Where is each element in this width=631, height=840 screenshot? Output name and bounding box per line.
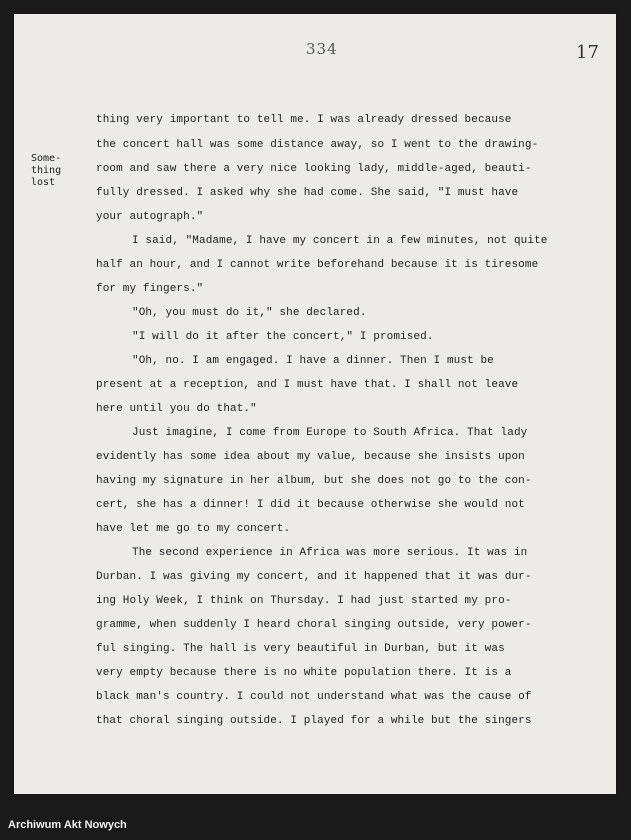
text-line: "I will do it after the concert," I promised. xyxy=(132,331,434,343)
text-line: that choral singing outside. I played for a while but the singers xyxy=(96,715,532,727)
document-page xyxy=(14,14,616,794)
text-line: "Oh, no. I am engaged. I have a dinner. Then I must be xyxy=(132,355,494,367)
text-line: "Oh, you must do it," she declared. xyxy=(132,307,367,319)
text-line: the concert hall was some distance away, so I went to the drawing- xyxy=(96,139,539,151)
text-line: present at a reception, and I must have that. I shall not leave xyxy=(96,379,519,391)
text-line: room and saw there a very nice looking lady, middle-aged, beauti- xyxy=(96,163,532,175)
text-line: here until you do that." xyxy=(96,403,257,415)
margin-note-line: thing xyxy=(31,165,62,176)
text-line: gramme, when suddenly I heard choral singing outside, very power- xyxy=(96,619,532,631)
text-line: evidently has some idea about my value, because she insists upon xyxy=(96,451,525,463)
text-line: The second experience in Africa was more serious. It was in xyxy=(132,547,528,559)
folio-number: 17 xyxy=(576,42,599,63)
text-line: have let me go to my concert. xyxy=(96,523,291,535)
text-line: having my signature in her album, but she does not go to the con- xyxy=(96,475,532,487)
text-line: cert, she has a dinner! I did it because otherwise she would not xyxy=(96,499,525,511)
text-line: I said, "Madame, I have my concert in a few minutes, not quite xyxy=(132,235,548,247)
margin-note-line: lost xyxy=(31,177,56,188)
handwritten-page-number: 334 xyxy=(306,40,338,58)
margin-note xyxy=(31,153,79,189)
text-line: half an hour, and I cannot write beforehand because it is tiresome xyxy=(96,259,539,271)
text-line: Just imagine, I come from Europe to South Africa. That lady xyxy=(132,427,528,439)
text-line: ing Holy Week, I think on Thursday. I had just started my pro- xyxy=(96,595,512,607)
text-line: fully dressed. I asked why she had come. She said, "I must have xyxy=(96,187,519,199)
text-line: black man's country. I could not understand what was the cause of xyxy=(96,691,532,703)
text-line: ful singing. The hall is very beautiful in Durban, but it was xyxy=(96,643,505,655)
archive-footer-label: Archiwum Akt Nowych xyxy=(8,819,127,831)
text-line: Durban. I was giving my concert, and it happened that it was dur- xyxy=(96,571,532,583)
text-line: very empty because there is no white population there. It is a xyxy=(96,667,512,679)
margin-note-line: Some- xyxy=(31,153,62,164)
text-line: for my fingers." xyxy=(96,283,204,295)
text-line: thing very important to tell me. I was already dressed because xyxy=(96,114,512,126)
text-line: your autograph." xyxy=(96,211,204,223)
